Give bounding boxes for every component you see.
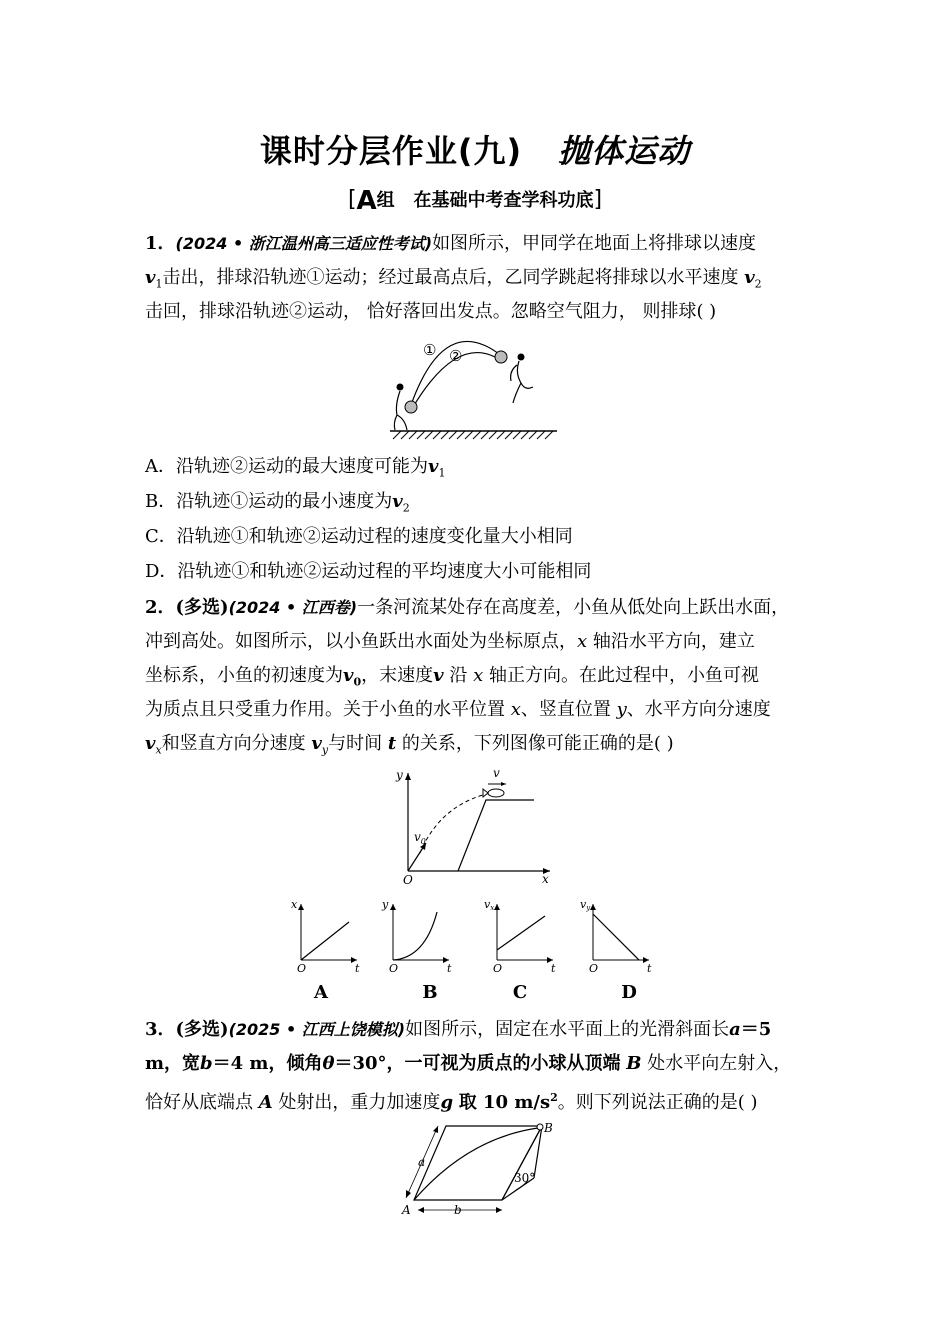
group-bracket-close: ] [593, 187, 603, 212]
q1-source: (2024 • 浙江温州高三适应性考试) [175, 234, 433, 253]
q1-option-b[interactable]: B．沿轨迹①运动的最小速度为$v_2$ [145, 491, 410, 515]
graph-b-label[interactable]: B [422, 982, 438, 1003]
svg-text:t: t [355, 962, 360, 975]
q2-source: (2024 • 江西卷) [228, 598, 358, 617]
svg-text:30°: 30° [514, 1171, 536, 1185]
svg-text:t: t [551, 962, 556, 975]
svg-text:B: B [544, 1121, 553, 1135]
graph-c [484, 898, 556, 975]
graph-b [381, 898, 452, 975]
svg-text:x: x [542, 872, 549, 886]
q2-answer-graphs [285, 896, 675, 976]
q3-incline-figure [398, 1118, 558, 1220]
ball-top [495, 351, 507, 363]
river-step [458, 800, 534, 871]
group-bracket-open: [ [347, 187, 357, 212]
svg-text:O: O [493, 962, 503, 975]
ball-at-b [537, 1124, 543, 1130]
q2-line-4: 为质点且只受重力作用。关于小鱼的水平位置 x、竖直位置 y、水平方向分速度 [145, 699, 771, 720]
svg-text:O: O [297, 962, 307, 975]
q3-source: (2025 • 江西上饶模拟) [228, 1020, 406, 1039]
svg-text:A: A [402, 1203, 411, 1217]
q1-line-2: $v_1$击出，排球沿轨迹①运动；经过最高点后，乙同学跳起将排球以水平速度 $v_2$ [145, 267, 762, 291]
q1-line-3: 击回，排球沿轨迹②运动， 恰好落回出发点。忽略空气阻力， 则排球( ) [145, 301, 717, 322]
q1-option-a[interactable]: A．沿轨迹②运动的最大速度可能为$v_1$ [145, 456, 446, 480]
fish-icon [488, 789, 504, 797]
q2-line-2: 冲到高处。如图所示，以小鱼跃出水面处为坐标原点，x 轴沿水平方向，建立 [145, 631, 755, 652]
q2-line-3: 坐标系，小鱼的初速度为$v_0$，末速度v 沿 x 轴正方向。在此过程中，小鱼可视 [145, 665, 759, 689]
svg-text:O: O [403, 873, 413, 887]
svg-text:v: v [493, 766, 500, 780]
svg-text:t: t [447, 962, 452, 975]
q1-line-1: 1．(2024 • 浙江温州高三适应性考试)如图所示，甲同学在地面上将排球以速度 [145, 233, 757, 254]
group-label: 组 [376, 190, 395, 211]
player-b-head [518, 354, 525, 361]
q1-option-c[interactable]: C．沿轨迹①和轨迹②运动过程的速度变化量大小相同 [145, 526, 573, 547]
q3-line-3: 恰好从底端点 A 处射出，重力加速度g 取 10 $m/s^2$。则下列说法正确的是( ) [145, 1091, 758, 1113]
page-title [0, 126, 950, 172]
svg-text:②: ② [449, 347, 463, 365]
fish-path [420, 793, 490, 853]
svg-text:b: b [454, 1203, 462, 1217]
svg-text:y: y [396, 768, 403, 782]
group-heading [0, 186, 950, 216]
graph-c-label[interactable]: C [512, 982, 528, 1003]
title-main: 课时分层作业(九) [259, 132, 523, 170]
title-sub: 抛体运动 [558, 132, 691, 170]
group-text: 在基础中考查学科功底 [413, 190, 594, 211]
svg-text:v0: $v_0$ [414, 830, 426, 846]
q1-volleyball-figure [385, 335, 565, 443]
graph-d [580, 898, 652, 975]
graph-a-label[interactable]: A [314, 982, 328, 1003]
q2-line-5: $v_x$和竖直方向分速度 $v_y$与时间 t 的关系，下列图像可能正确的是( ) [145, 733, 674, 757]
svg-text:vy: vy [580, 898, 591, 912]
q3-line-1: 3．(多选)(2025 • 江西上饶模拟)如图所示，固定在水平面上的光滑斜面长a＝5 [145, 1019, 772, 1040]
group-letter: A [356, 186, 377, 216]
graph-a [291, 898, 360, 975]
svg-text:O: O [389, 962, 399, 975]
player-a-head [397, 384, 404, 391]
q2-fish-figure [392, 765, 562, 887]
q3-line-2: m，宽b＝4 m，倾角θ＝30°，一可视为质点的小球从顶端 B 处水平向左射入， [145, 1053, 792, 1074]
svg-text:vx: vx [484, 898, 495, 912]
q1-option-d[interactable]: D．沿轨迹①和轨迹②运动过程的平均速度大小可能相同 [145, 561, 592, 582]
svg-text:a: a [418, 1155, 426, 1169]
ball-start [405, 401, 417, 413]
svg-text:y: y [382, 898, 389, 911]
graph-d-label[interactable]: D [621, 982, 637, 1003]
q2-line-1: 2．(多选)(2024 • 江西卷)一条河流某处存在高度差，小鱼从低处向上跃出水面， [145, 597, 790, 618]
svg-text:①: ① [423, 341, 437, 359]
svg-text:t: t [647, 962, 652, 975]
svg-text:O: O [589, 962, 599, 975]
svg-text:x: x [291, 898, 298, 911]
